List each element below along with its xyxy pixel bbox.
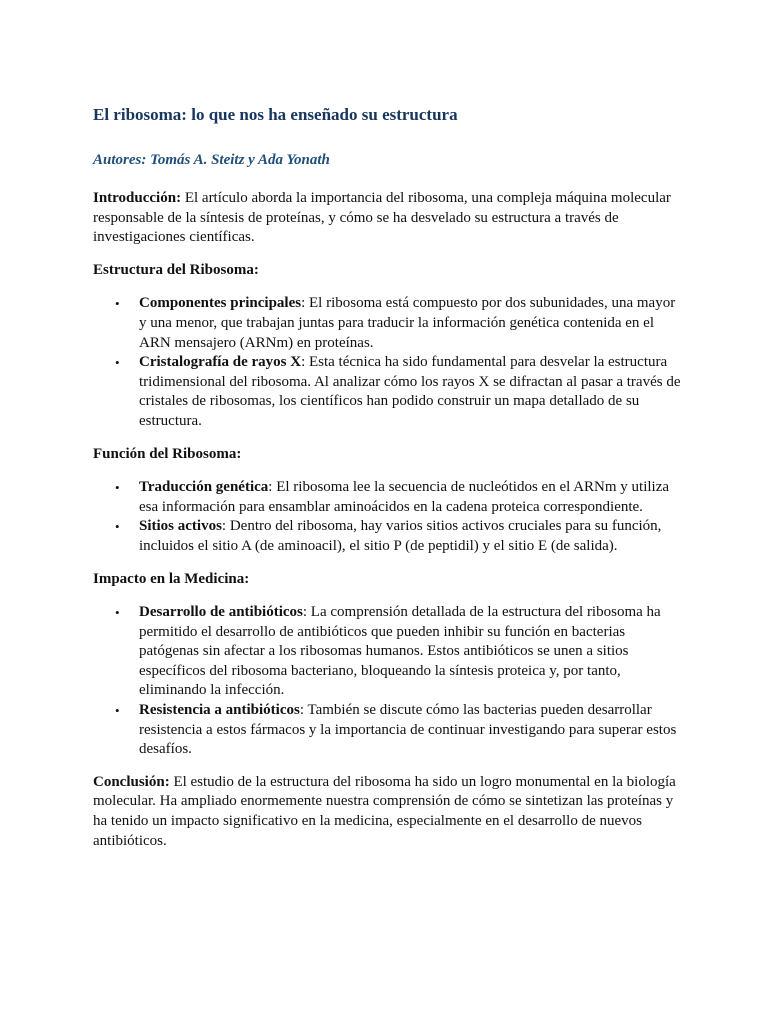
list-item-text: : Dentro del ribosoma, hay varios sitios activos cruciales para su función, incluidos el sitio A (de aminoacil), el sitio P (de peptidil) y el sitio E (de salida). bbox=[139, 518, 662, 554]
list-item-text: : La comprensión detallada de la estructura del ribosoma ha permitido el desarrollo de antibióticos que pueden inhibir su función en bacterias patógenas sin afectar a los ribosomas humanos. Estos antibióticos se unen a sitios específicos del ribosoma bacteriano, bloqueando la síntesis proteica y, por tanto, eliminando la infección. bbox=[139, 604, 661, 699]
list-item bbox=[93, 603, 683, 701]
document-authors: Autores: Tomás A. Steitz y Ada Yonath bbox=[93, 152, 330, 168]
conclusion-paragraph bbox=[93, 773, 683, 851]
list-item-term: Resistencia a antibióticos bbox=[139, 702, 300, 719]
list-item-text: : Esta técnica ha sido fundamental para desvelar la estructura tridimensional del ribosoma. Al analizar cómo los rayos X se difractan al pasar a través de cristales de ribosomas, los científicos han podido construir un mapa detallado de su estructura. bbox=[139, 354, 681, 429]
list-item bbox=[93, 353, 683, 431]
section-function bbox=[93, 445, 683, 557]
bullet-icon: • bbox=[115, 605, 120, 621]
list-item-text: : También se discute cómo las bacterias pueden desarrollar resistencia a estos fármacos y la importancia de continuar investigando para superar estos desafíos. bbox=[139, 702, 677, 758]
bullet-list bbox=[93, 478, 683, 556]
list-item bbox=[93, 478, 683, 517]
list-item bbox=[93, 294, 683, 353]
list-item-term: Traducción genética bbox=[139, 479, 269, 496]
list-item-term: Componentes principales bbox=[139, 295, 302, 312]
section-heading: Estructura del Ribosoma: bbox=[93, 261, 259, 278]
bullet-icon: • bbox=[115, 703, 120, 719]
list-item-term: Sitios activos bbox=[139, 518, 222, 535]
section-medicine bbox=[93, 570, 683, 760]
document-title: El ribosoma: lo que nos ha enseñado su estructura bbox=[93, 105, 458, 124]
intro-paragraph bbox=[93, 189, 683, 248]
bullet-list bbox=[93, 294, 683, 431]
bullet-icon: • bbox=[115, 480, 120, 496]
conclusion-text: El estudio de la estructura del ribosoma ha sido un logro monumental en la biología molecular. Ha ampliado enormemente nuestra comprensión de cómo se sintetizan las proteínas y ha tenido un impacto significativo en la medicina, especialmente en el desarrollo de nuevos antibióticos. bbox=[93, 773, 676, 849]
document-body bbox=[93, 104, 683, 851]
intro-label: Introducción: bbox=[93, 190, 182, 206]
section-structure bbox=[93, 261, 683, 432]
intro-text: El artículo aborda la importancia del ribosoma, una compleja máquina molecular responsable de la síntesis de proteínas, y cómo se ha desvelado su estructura a través de investigaciones científicas. bbox=[93, 190, 671, 246]
bullet-list bbox=[93, 603, 683, 760]
section-heading: Función del Ribosoma: bbox=[93, 445, 242, 462]
list-item-text: : El ribosoma lee la secuencia de nucleótidos en el ARNm y utiliza esa información para ensamblar aminoácidos en la cadena proteica correspondiente. bbox=[139, 479, 670, 515]
bullet-icon: • bbox=[115, 355, 120, 371]
list-item bbox=[93, 517, 683, 556]
bullet-icon: • bbox=[115, 519, 120, 535]
list-item-text: : El ribosoma está compuesto por dos subunidades, una mayor y una menor, que trabajan juntas para traducir la información genética contenida en el ARN mensajero (ARNm) en proteínas. bbox=[139, 295, 676, 351]
bullet-icon: • bbox=[115, 296, 120, 312]
section-heading: Impacto en la Medicina: bbox=[93, 570, 250, 587]
list-item-term: Cristalografía de rayos X bbox=[139, 354, 302, 371]
list-item bbox=[93, 701, 683, 760]
list-item-term: Desarrollo de antibióticos bbox=[139, 604, 303, 621]
conclusion-label: Conclusión: bbox=[93, 773, 170, 790]
